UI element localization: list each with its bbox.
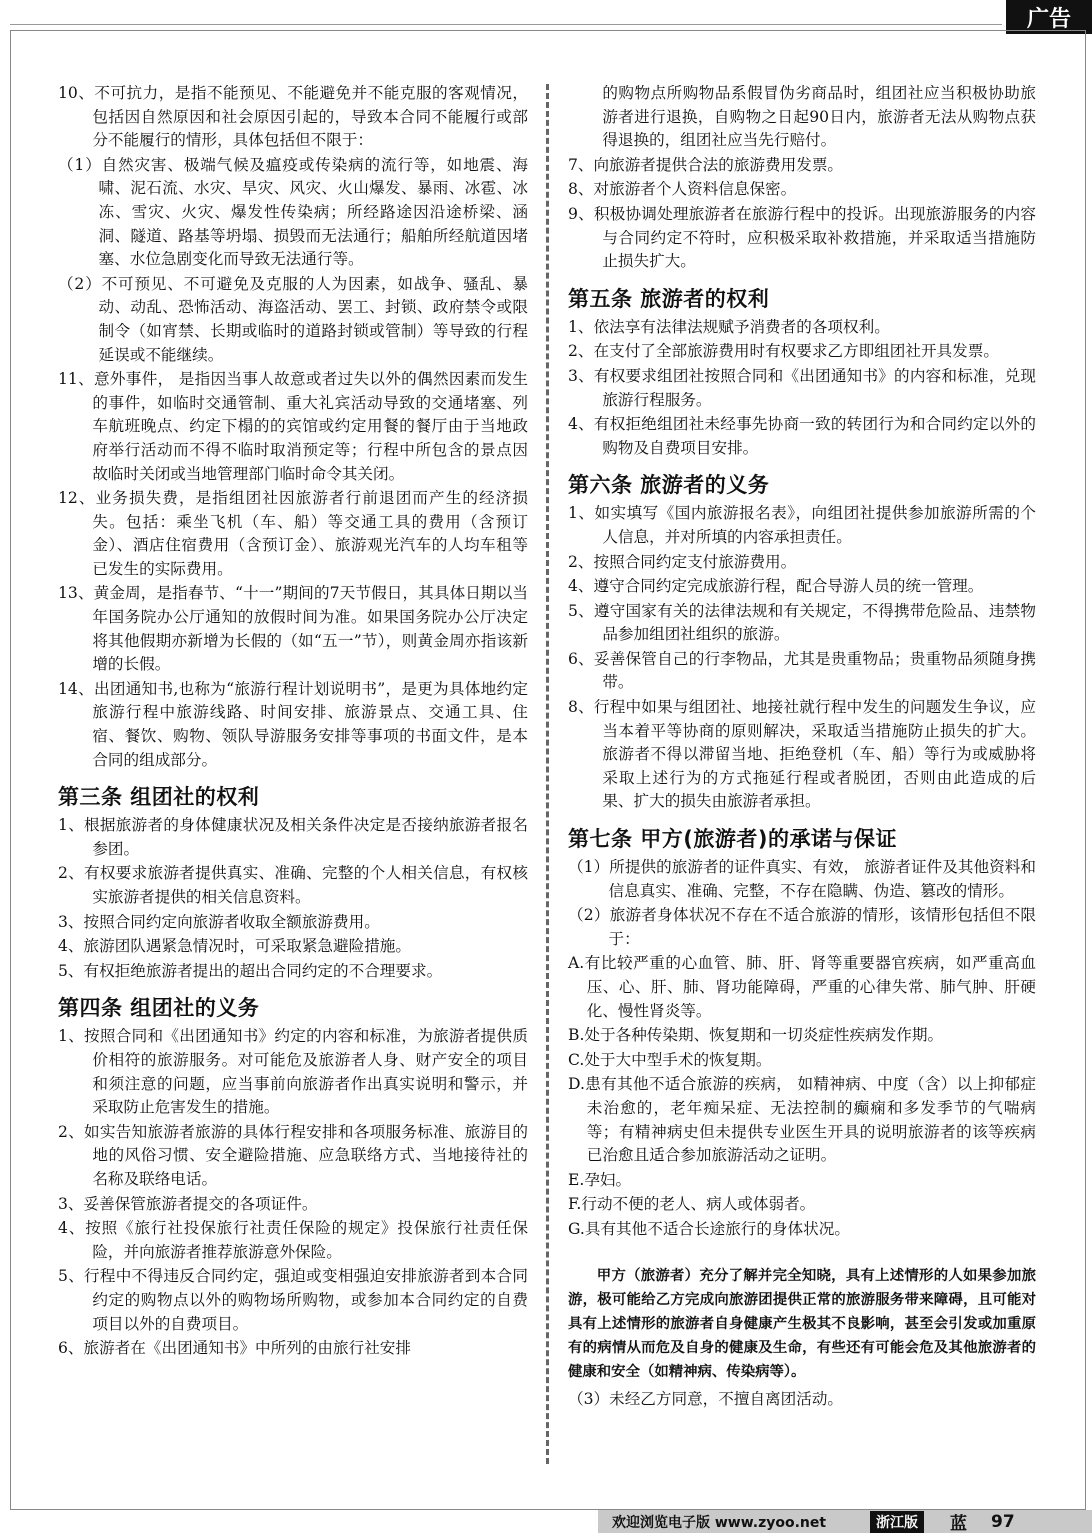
clause-item: 3、按照合同约定向旅游者收取全额旅游费用。 xyxy=(58,912,380,931)
right-column xyxy=(568,82,1036,1412)
column-divider xyxy=(546,84,549,1464)
section-3-title: 第三条 组团社的权利 xyxy=(58,785,260,810)
section-6-title: 第六条 旅游者的义务 xyxy=(568,473,770,498)
clause-item: （3）未经乙方同意，不擅自离团活动。 xyxy=(568,1389,844,1408)
clause-item: 14、出团通知书,也称为“旅游行程计划说明书”，是更为具体地约定旅游行程中旅游线路、时间安排、旅游景点、交通工具、住宿、餐饮、购物、领队导游服务安排等事项的书面文件，是本合同的组成部分。 xyxy=(58,679,528,769)
footer-bar xyxy=(598,1510,1092,1533)
clause-item: E.孕妇。 xyxy=(568,1170,632,1189)
clause-item: 5、行程中不得违反合同约定，强迫或变相强迫安排旅游者到本合同约定的购物点以外的购物场所购物，或参加本合同约定的自费项目以外的自费项目。 xyxy=(58,1267,528,1333)
clause-item: 8、对旅游者个人资料信息保密。 xyxy=(568,180,797,199)
clause-item: 11、意外事件， 是指因当事人故意或者过失以外的偶然因素而发生的事件，如临时交通管制、重大礼宾活动导致的交通堵塞、列车航班晚点、约定下榻的的宾馆或约定用餐的餐厅由于当地政府举行活动而不得不临时取消预定等；行程中所包含的景点因故临时关闭或当地管理部门临时命令其关闭。 xyxy=(58,370,528,483)
clause-item: 2、如实告知旅游者旅游的具体行程安排和各项服务标准、旅游目的地的风俗习惯、安全避险措施、应急联络方式、当地接待社的名称及联络电话。 xyxy=(58,1122,528,1188)
left-column xyxy=(58,82,528,1362)
clause-item: 1、依法享有法律法规赋予消费者的各项权利。 xyxy=(568,317,890,336)
clause-item: 2、有权要求旅游者提供真实、准确、完整的个人相关信息，有权核实旅游者提供的相关信息资料。 xyxy=(58,864,528,906)
continued-paragraph: 的购物点所购物品系假冒伪劣商品时，组团社应当积极协助旅游者进行退换，自购物之日起90日内，旅游者无法从购物点获得退换的，组团社应当先行赔付。 xyxy=(602,84,1036,150)
top-bar xyxy=(0,0,1092,34)
clause-item: F.行动不便的老人、病人或体弱者。 xyxy=(568,1195,816,1214)
clause-item: 4、遵守合同约定完成旅游行程，配合导游人员的统一管理。 xyxy=(568,577,984,596)
clause-item: 1、按照合同和《出团通知书》约定的内容和标准，为旅游者提供质价相符的旅游服务。对可能危及旅游者人身、财产安全的项目和须注意的问题，应当事前向旅游者作出真实说明和警示，并采取防止危害发生的措施。 xyxy=(58,1027,528,1117)
clause-item: 3、妥善保管旅游者提交的各项证件。 xyxy=(58,1194,318,1213)
clause-item: 12、业务损失费，是指组团社因旅游者行前退团而产生的经济损失。包括：乘坐飞机（车、船）等交通工具的费用（含预订金）、酒店住宿费用（含预订金）、旅游观光汽车的人均车租等已发生的实际费用。 xyxy=(58,489,528,578)
clause-item: C.处于大中型手术的恢复期。 xyxy=(568,1050,772,1069)
clause-item: 4、按照《旅行社投保旅行社责任保险的规定》投保旅行社责任保险，并向旅游者推荐旅游意外保险。 xyxy=(58,1219,528,1261)
clause-item: （2）不可预见、不可避免及克服的人为因素，如战争、骚乱、暴动、动乱、恐怖活动、海盗活动、罢工、封锁、政府禁令或限制令（如宵禁、长期或临时的道路封锁或管制）等导致的行程延误或不能继续。 xyxy=(58,274,528,364)
page-number: 97 xyxy=(991,1511,1015,1532)
edition-badge: 浙江版 xyxy=(870,1511,924,1533)
clause-item: （2）旅游者身体状况不存在不适合旅游的情形，该情形包括但不限于： xyxy=(568,906,1036,948)
clause-item: D.患有其他不适合旅游的疾病， 如精神病、中度（含）以上抑郁症未治愈的，老年痴呆症、无法控制的癫痫和多发季节的气喘病等；有精神病史但未提供专业医生开具的说明旅游者的该等疾病已治愈且适合参加旅游活动之证明。 xyxy=(568,1075,1036,1165)
notice-paragraph: 甲方（旅游者）充分了解并完全知晓，具有上述情形的人如果参加旅游，极可能给乙方完成向旅游团提供正常的旅游服务带来障碍，且可能对具有上述情形的旅游者自身健康产生极其不良影响，甚至会引发或加重原有的病情从而危及自身的健康及生命，有些还有可能会危及其他旅游者的健康和安全（如精神病、传染病等）。 xyxy=(568,1267,1036,1380)
clause-item: 2、按照合同约定支付旅游费用。 xyxy=(568,552,797,571)
clause-item: 4、旅游团队遇紧急情况时，可采取紧急避险措施。 xyxy=(58,937,411,956)
clause-item: 5、有权拒绝旅游者提出的超出合同约定的不合理要求。 xyxy=(58,961,443,980)
clause-item: 5、遵守国家有关的法律法规和有关规定，不得携带危险品、违禁物品参加组团社组织的旅游。 xyxy=(568,601,1036,644)
clause-item: （1）所提供的旅游者的证件真实、有效， 旅游者证件及其他资料和信息真实、准确、完整，不存在隐瞒、伪造、篡改的情形。 xyxy=(568,858,1036,900)
ad-tab: 广告 xyxy=(1006,0,1092,34)
clause-item: 6、妥善保管自己的行李物品，尤其是贵重物品；贵重物品须随身携带。 xyxy=(568,649,1036,692)
section-7-title: 第七条 甲方(旅游者)的承诺与保证 xyxy=(568,827,898,852)
clause-item: 10、不可抗力，是指不能预见、不能避免并不能克服的客观情况，包括因自然原因和社会原因引起的，导致本合同不能履行或部分不能履行的情形，具体包括但不限于： xyxy=(58,84,528,150)
footer-url-text: 欢迎浏览电子版 www.zyoo.net xyxy=(612,1514,827,1531)
clause-item: （1）自然灾害、极端气候及瘟疫或传染病的流行等，如地震、海啸、泥石流、水灾、旱灾、风灾、火山爆发、暴雨、冰雹、冰冻、雪灾、火灾、爆发性传染病；所经路途因沿途桥梁、涵洞、隧道、路基等坍塌、损毁而无法通行；船舶所经航道因堵塞、水位急剧变化而导致无法通行等。 xyxy=(58,155,528,269)
clause-item: 13、黄金周，是指春节、“十一”期间的7天节假日，其具体日期以当年国务院办公厅通知的放假时间为准。如果国务院办公厅决定将其他假期亦新增为长假的（如“五一”节），则黄金周亦指该新增的长假。 xyxy=(58,584,528,674)
clause-item: 1、根据旅游者的身体健康状况及相关条件决定是否接纳旅游者报名参团。 xyxy=(58,816,528,858)
clause-item: 2、在支付了全部旅游费用时有权要求乙方即组团社开具发票。 xyxy=(568,342,999,361)
clause-item: A.有比较严重的心血管、肺、肝、肾等重要器官疾病，如严重高血压、心、肝、肺、肾功能障碍，严重的心律失常、肺气肿、肝硬化、慢性肾炎等。 xyxy=(568,954,1036,1020)
clause-item: 8、行程中如果与组团社、地接社就行程中发生的问题发生争议，应当本着平等协商的原则解决，采取适当措施防止损失的扩大。旅游者不得以滞留当地、拒绝登机（车、船）等行为或威胁将采取上述行为的方式拖延行程或者脱团，否则由此造成的后果、扩大的损失由旅游者承担。 xyxy=(568,698,1036,811)
clause-item: 7、向旅游者提供合法的旅游费用发票。 xyxy=(568,155,844,174)
magazine-name: 蓝 xyxy=(950,1514,967,1533)
clause-item: B.处于各种传染期、恢复期和一切炎症性疾病发作期。 xyxy=(568,1026,944,1045)
top-rule xyxy=(10,24,1002,25)
clause-item: 1、如实填写《国内旅游报名表》，向组团社提供参加旅游所需的个人信息，并对所填的内容承担责任。 xyxy=(568,504,1036,546)
clause-item: 6、旅游者在《出团通知书》中所列的由旅行社安排 xyxy=(58,1339,411,1358)
section-4-title: 第四条 组团社的义务 xyxy=(58,996,260,1021)
clause-item: 4、有权拒绝组团社未经事先协商一致的转团行为和合同约定以外的购物及自费项目安排。 xyxy=(568,415,1036,457)
clause-item: 3、有权要求组团社按照合同和《出团通知书》的内容和标准，兑现旅游行程服务。 xyxy=(568,366,1036,409)
clause-item: 9、积极协调处理旅游者在旅游行程中的投诉。出现旅游服务的内容与合同约定不符时，应积极采取补救措施，并采取适当措施防止损失扩大。 xyxy=(568,204,1036,271)
clause-item: G.具有其他不适合长途旅行的身体状况。 xyxy=(568,1219,850,1238)
section-5-title: 第五条 旅游者的权利 xyxy=(568,286,770,311)
